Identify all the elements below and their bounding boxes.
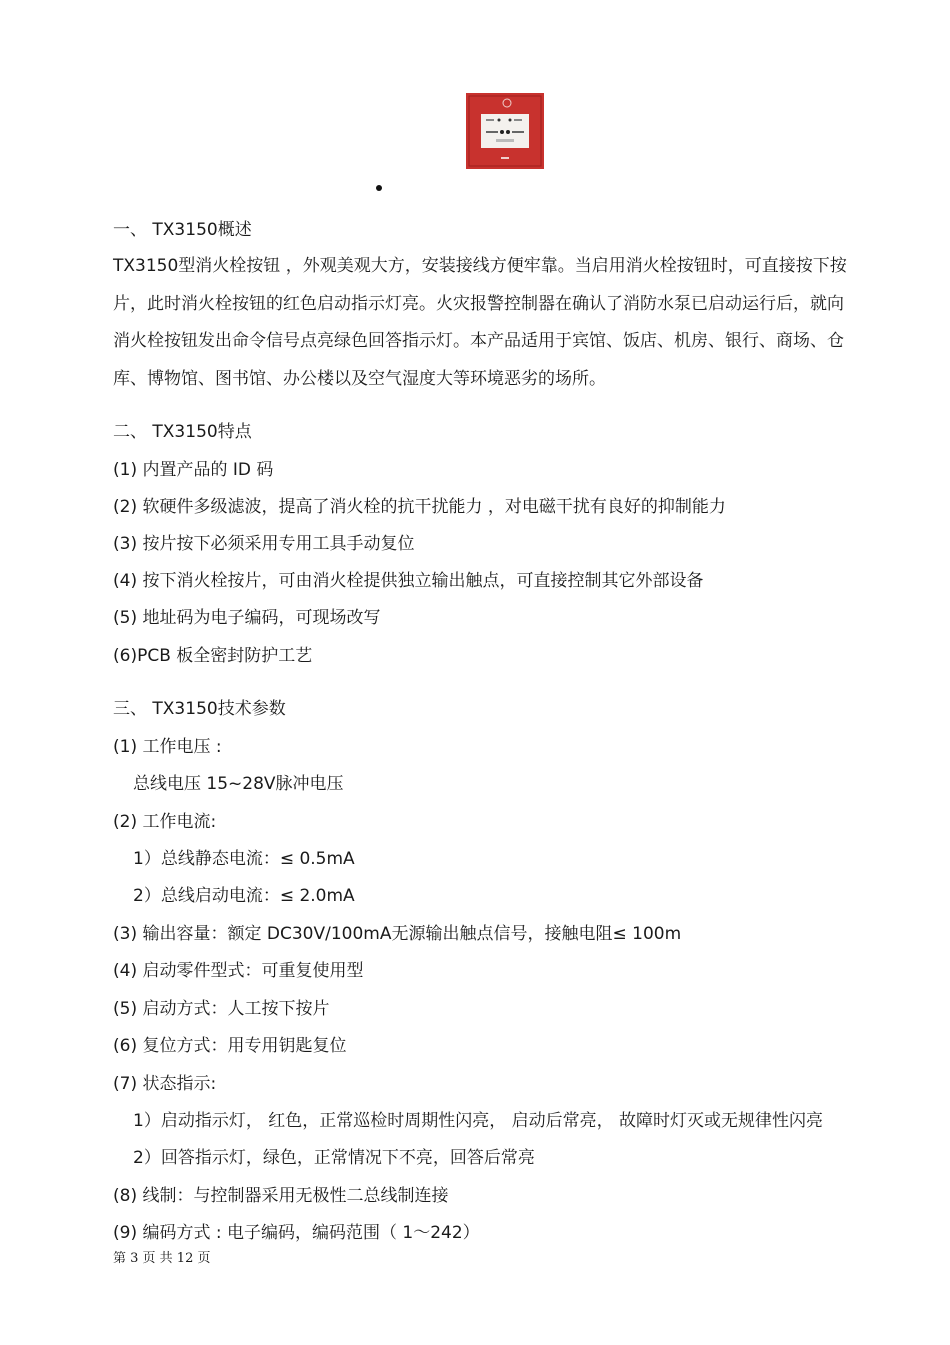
spec-item: (7) 状态指示: (113, 1074, 217, 1094)
feature-item: (6)PCB 板全密封防护工艺 (113, 646, 313, 666)
section-heading-features: 二、 TX3150特点 (113, 422, 252, 442)
spec-item: (5) 启动方式：人工按下按片 (113, 999, 330, 1019)
section-heading-overview: 一、 TX3150概述 (113, 220, 252, 240)
spec-subitem: 1）总线静态电流：≤ 0.5mA (133, 849, 355, 869)
spec-item: (3) 输出容量：额定 DC30V/100mA无源输出触点信号，接触电阻≤ 100m (113, 924, 682, 944)
spec-item: (6) 复位方式：用专用钥匙复位 (113, 1036, 347, 1056)
spec-subitem: 总线电压 15~28V脉冲电压 (133, 774, 344, 794)
section-heading-specs: 三、 TX3150技术参数 (113, 699, 286, 719)
spec-subitem: 1）启动指示灯， 红色，正常巡检时周期性闪亮， 启动后常亮， 故障时灯灭或无规律性闪亮 (133, 1111, 824, 1131)
bullet-dot (376, 185, 382, 191)
page-footer: 第 3 页 共 12 页 (113, 1251, 211, 1266)
fire-hydrant-button-icon (466, 93, 544, 169)
feature-item: (1) 内置产品的 ID 码 (113, 460, 274, 480)
spec-item: (2) 工作电流: (113, 812, 217, 832)
spec-item: (8) 线制：与控制器采用无极性二总线制连接 (113, 1186, 449, 1206)
spec-subitem: 2）回答指示灯，绿色，正常情况下不亮，回答后常亮 (133, 1148, 535, 1168)
spec-item: (4) 启动零件型式：可重复使用型 (113, 961, 364, 981)
spec-item: (1) 工作电压 : (113, 737, 222, 757)
spec-item: (9) 编码方式 : 电子编码，编码范围（ 1～242） (113, 1223, 480, 1243)
overview-paragraph: TX3150型消火栓按钮 ，外观美观大方，安装接线方便牢靠。当启用消火栓按钮时，可直接按下按片，此时消火栓按钮的红色启动指示灯亮。火灾报警控制器在确认了消防水泵已启动运行后，就向消火栓按钮发出命令信号点亮绿色回答指示灯。本产品适用于宾馆、饭店、机房、银行、商场、仓库、博物馆、图书馆、办公楼以及空气湿度大等环境恶劣的场所。 (113, 256, 847, 389)
spec-subitem: 2）总线启动电流：≤ 2.0mA (133, 886, 355, 906)
feature-item: (4) 按下消火栓按片，可由消火栓提供独立输出触点，可直接控制其它外部设备 (113, 571, 704, 591)
feature-item: (5) 地址码为电子编码，可现场改写 (113, 608, 381, 628)
feature-item: (2) 软硬件多级滤波，提高了消火栓的抗干扰能力 ，对电磁干扰有良好的抑制能力 (113, 497, 726, 517)
feature-item: (3) 按片按下必须采用专用工具手动复位 (113, 534, 415, 554)
